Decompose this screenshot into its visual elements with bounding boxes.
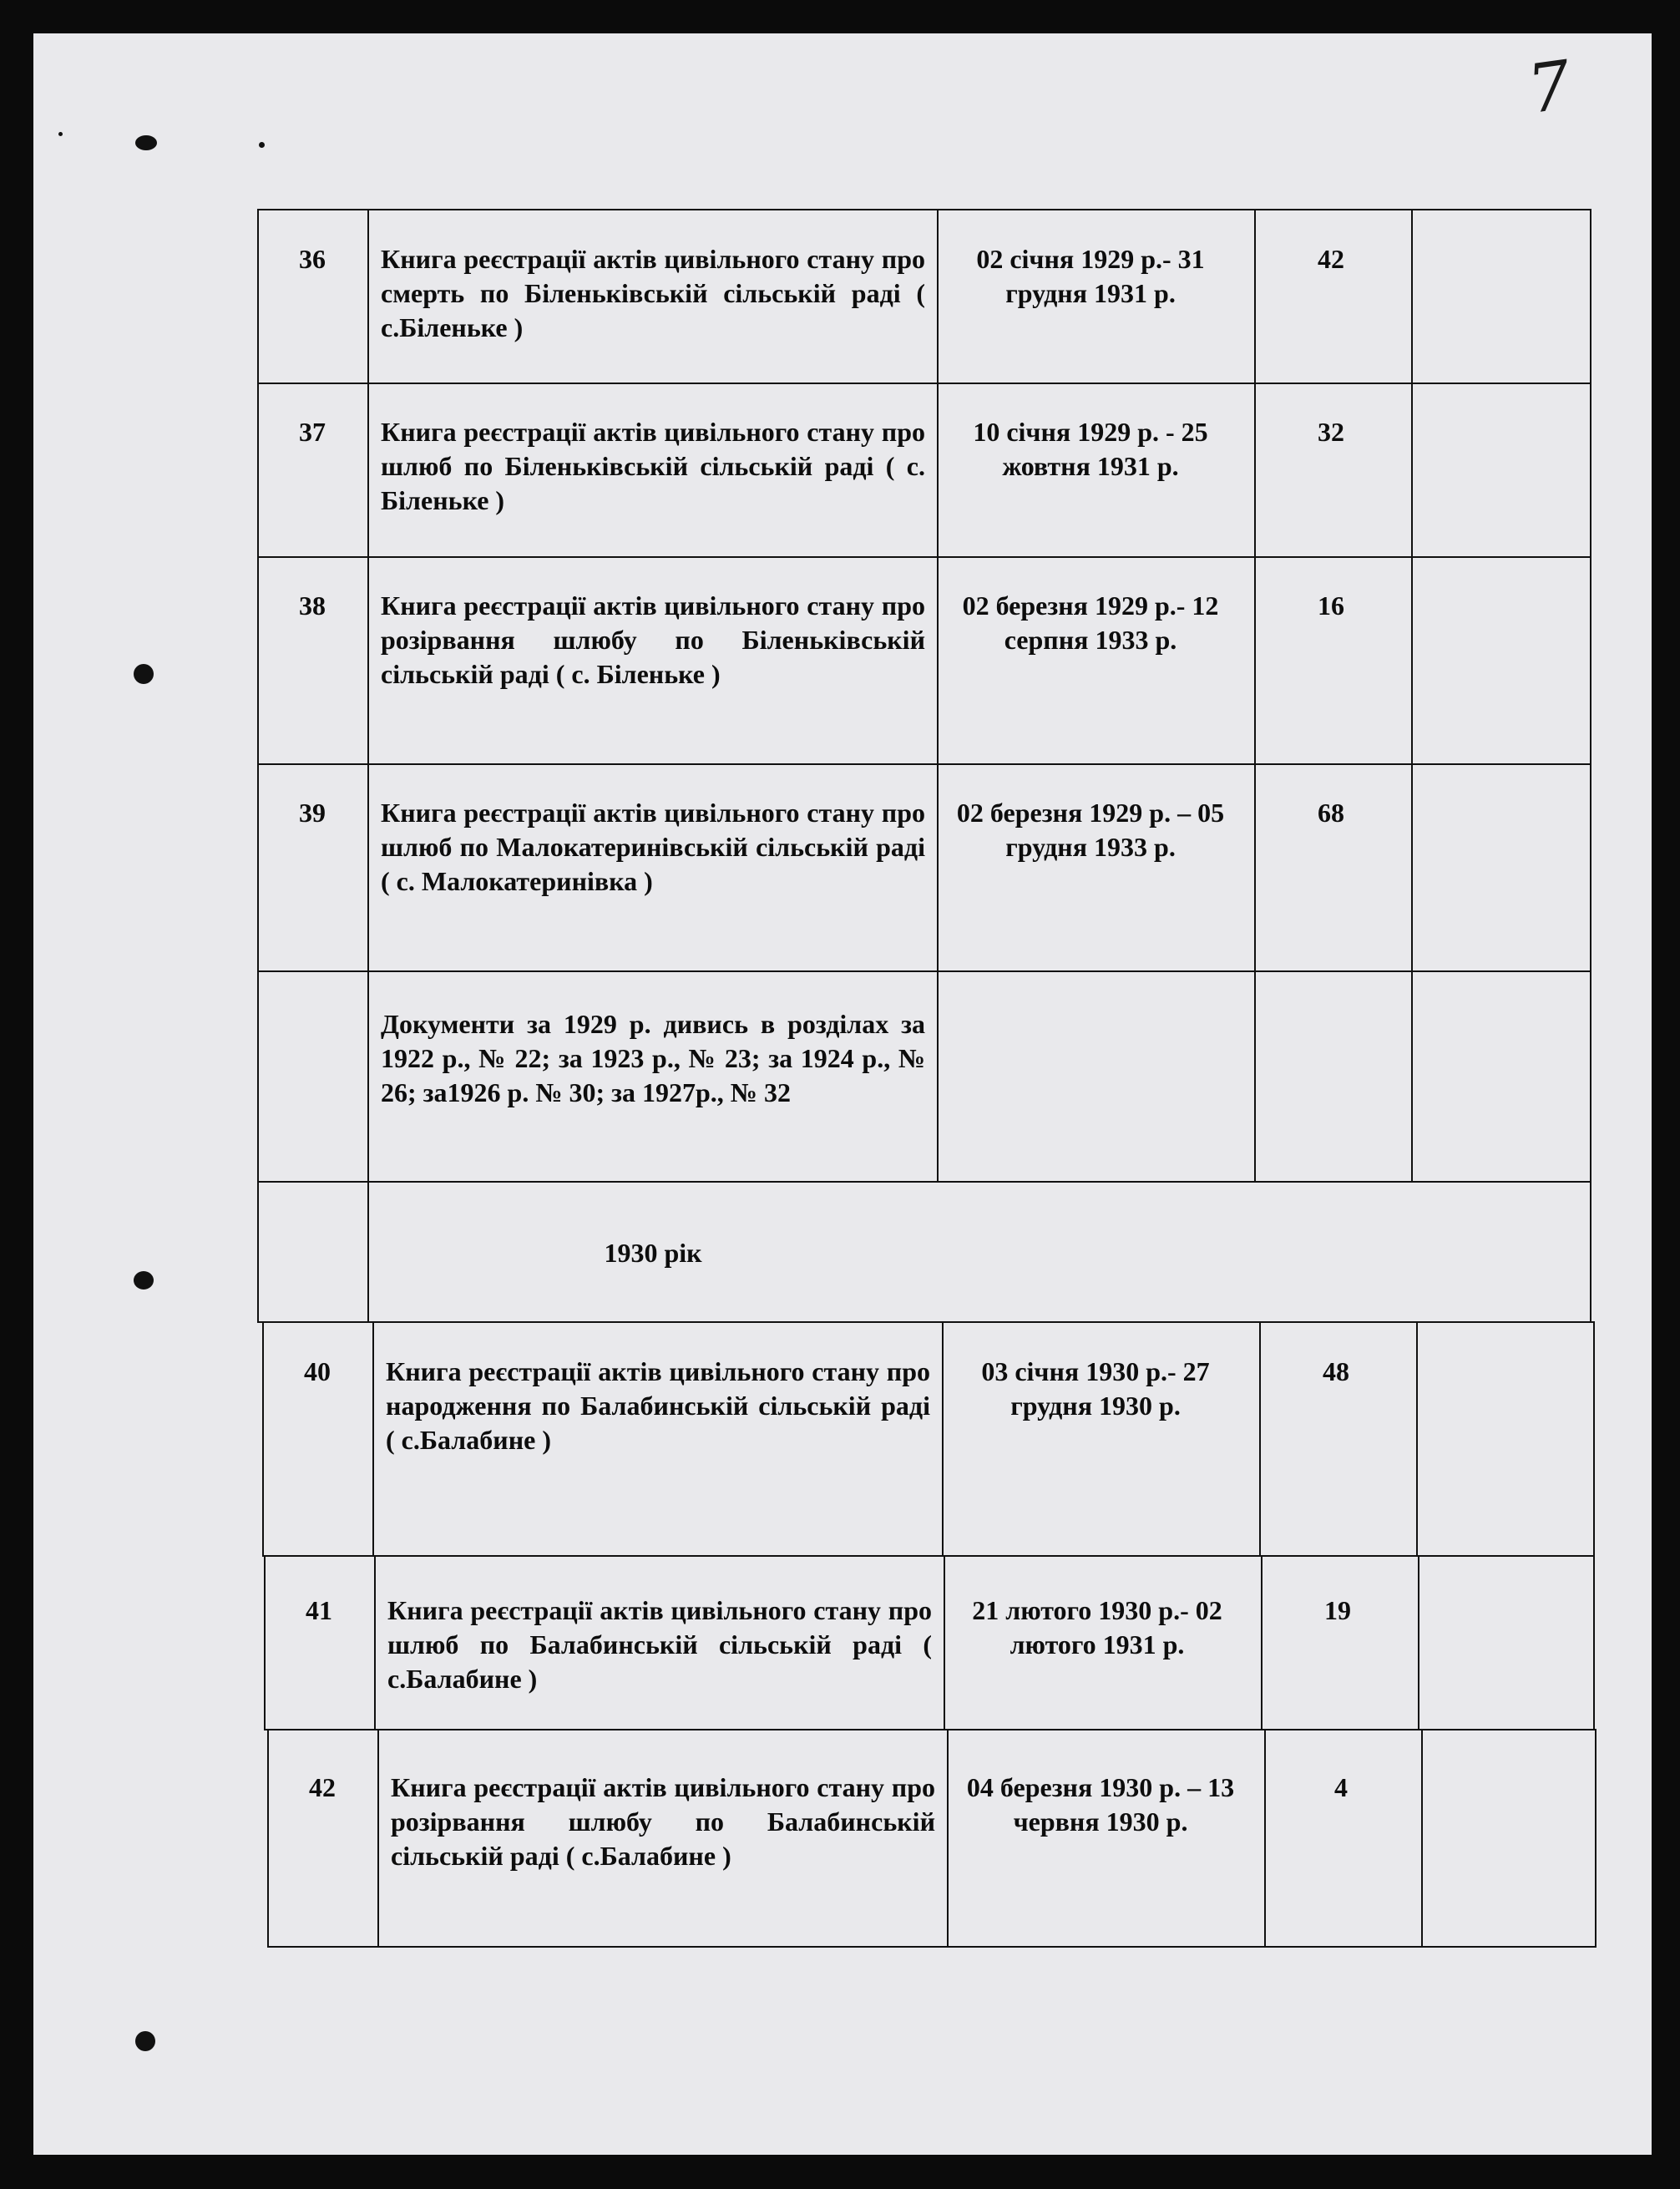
column-divider bbox=[367, 765, 369, 970]
punch-mark bbox=[134, 664, 154, 684]
item-pages: 68 bbox=[1318, 798, 1344, 828]
item-number: 37 bbox=[299, 417, 326, 447]
column-divider bbox=[367, 384, 369, 556]
column-divider bbox=[1416, 1323, 1418, 1555]
column-divider bbox=[377, 1730, 379, 1946]
item-number: 42 bbox=[309, 1772, 336, 1802]
item-number: 36 bbox=[299, 244, 326, 274]
item-dates: 10 січня 1929 р. - 25 жовтня 1931 р. bbox=[973, 417, 1208, 481]
item-pages: 42 bbox=[1318, 244, 1344, 274]
item-dates: 02 березня 1929 р.- 12 серпня 1933 р. bbox=[962, 590, 1219, 655]
item-title: Книга реєстрації актів цивільного стану про розірвання шлюбу по Біленьківській сільській раді ( с. Біленьке ) bbox=[381, 590, 925, 689]
page-number: 7 bbox=[1522, 45, 1576, 129]
column-divider bbox=[937, 765, 939, 970]
column-divider bbox=[1411, 972, 1413, 1181]
item-pages: 4 bbox=[1334, 1772, 1348, 1802]
item-title: Книга реєстрації актів цивільного стану про шлюб по Балабинській сільській раді ( с.Балабине ) bbox=[387, 1595, 932, 1694]
item-dates: 21 лютого 1930 р.- 02 лютого 1931 р. bbox=[972, 1595, 1222, 1659]
column-divider bbox=[937, 972, 939, 1181]
speck bbox=[259, 142, 265, 148]
column-divider bbox=[367, 972, 369, 1181]
item-number: 40 bbox=[304, 1356, 331, 1386]
item-title: Книга реєстрації актів цивільного стану про розірвання шлюбу по Балабинській сільській раді ( с.Балабине ) bbox=[391, 1772, 935, 1871]
column-divider bbox=[1264, 1730, 1266, 1946]
item-number: 38 bbox=[299, 590, 326, 621]
column-divider bbox=[937, 384, 939, 556]
column-divider bbox=[372, 1323, 374, 1555]
item-title: Книга реєстрації актів цивільного стану про смерть по Біленьківській сільській раді ( с.Біленьке ) bbox=[381, 244, 925, 342]
item-pages: 48 bbox=[1323, 1356, 1349, 1386]
column-divider bbox=[374, 1557, 376, 1729]
column-divider bbox=[367, 558, 369, 763]
column-divider bbox=[1254, 972, 1256, 1181]
punch-mark bbox=[135, 135, 157, 150]
column-divider bbox=[937, 558, 939, 763]
column-divider bbox=[1418, 1557, 1419, 1729]
column-divider bbox=[1411, 384, 1413, 556]
item-dates: 03 січня 1930 р.- 27 грудня 1930 р. bbox=[981, 1356, 1210, 1421]
column-divider bbox=[1421, 1730, 1423, 1946]
column-divider bbox=[1411, 558, 1413, 763]
punch-mark bbox=[135, 2031, 155, 2051]
column-divider bbox=[947, 1730, 949, 1946]
item-title: Книга реєстрації актів цивільного стану про народження по Балабинській сільській раді ( с.Балабине ) bbox=[386, 1356, 930, 1455]
column-divider bbox=[937, 210, 939, 383]
item-pages: 32 bbox=[1318, 417, 1344, 447]
item-title: Книга реєстрації актів цивільного стану про шлюб по Біленьківській сільській раді ( с. Біленьке ) bbox=[381, 417, 925, 515]
year-heading: 1930 рік bbox=[604, 1238, 702, 1268]
column-divider bbox=[1254, 384, 1256, 556]
item-number: 39 bbox=[299, 798, 326, 828]
item-pages: 19 bbox=[1324, 1595, 1351, 1625]
column-divider bbox=[1411, 210, 1413, 383]
column-divider bbox=[367, 210, 369, 383]
column-divider bbox=[1261, 1557, 1263, 1729]
item-dates: 02 січня 1929 р.- 31 грудня 1931 р. bbox=[976, 244, 1205, 308]
column-divider bbox=[1254, 210, 1256, 383]
column-divider bbox=[367, 1183, 369, 1321]
item-number: 41 bbox=[306, 1595, 332, 1625]
column-divider bbox=[944, 1557, 945, 1729]
item-title: Книга реєстрації актів цивільного стану про шлюб по Малокатеринівській сільській раді ( с. Малокатеринівка ) bbox=[381, 798, 925, 896]
cross-reference-note: Документи за 1929 р. дивись в розділах за 1922 р., № 22; за 1923 р., № 23; за 1924 р., № 26; за1926 р. № 30; за 1927р., № 32 bbox=[381, 1009, 925, 1107]
column-divider bbox=[942, 1323, 944, 1555]
column-divider bbox=[1411, 765, 1413, 970]
punch-mark bbox=[134, 1271, 154, 1290]
scanned-page bbox=[33, 33, 1652, 2155]
item-dates: 04 березня 1930 р. – 13 червня 1930 р. bbox=[966, 1772, 1235, 1837]
item-pages: 16 bbox=[1318, 590, 1344, 621]
item-dates: 02 березня 1929 р. – 05 грудня 1933 р. bbox=[956, 798, 1225, 862]
speck bbox=[58, 132, 63, 136]
